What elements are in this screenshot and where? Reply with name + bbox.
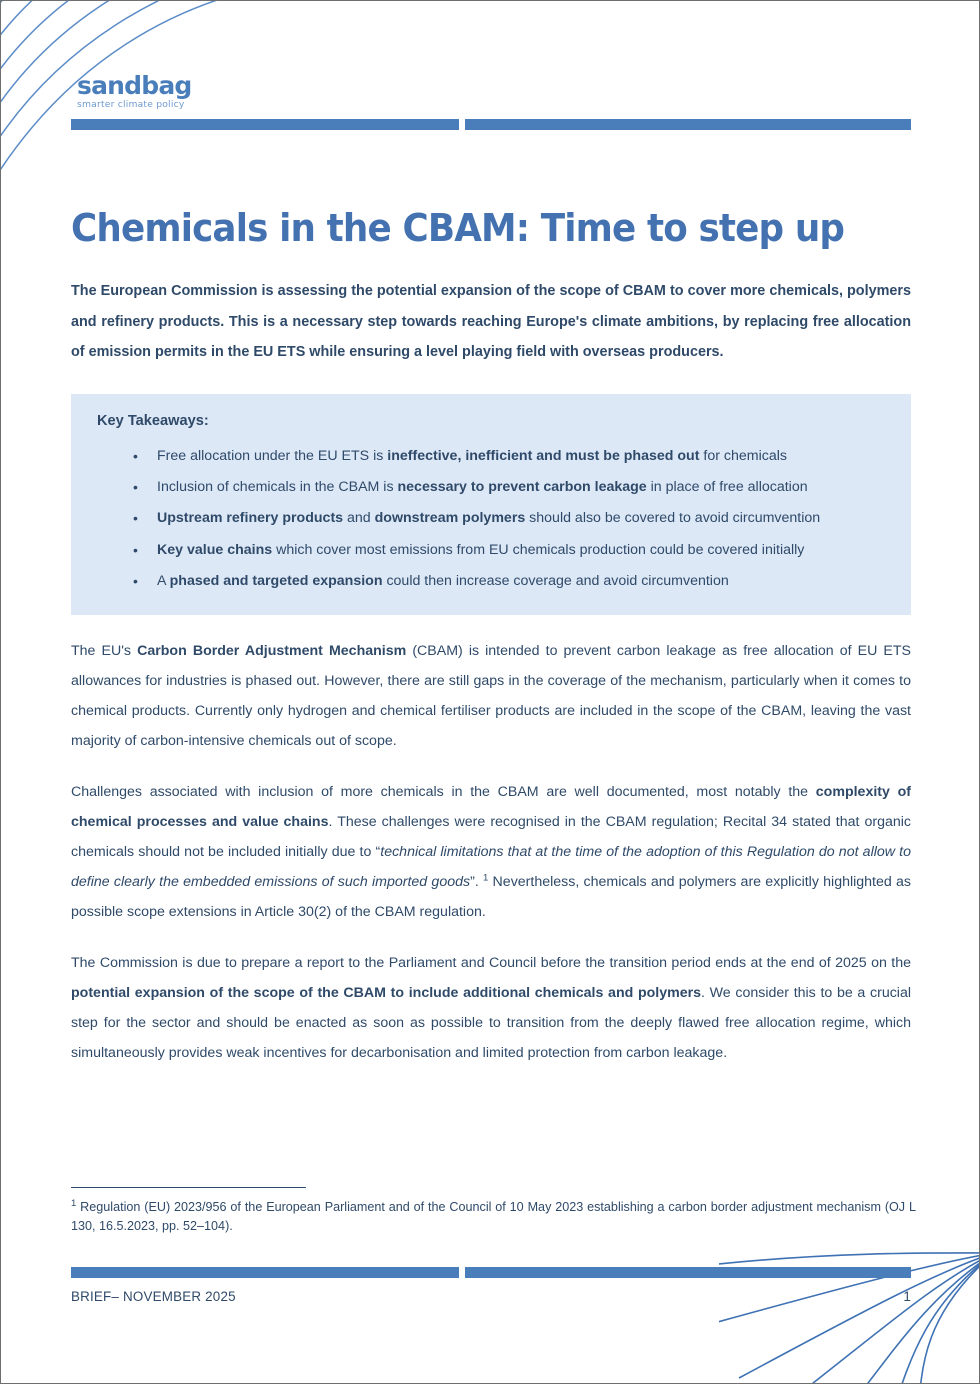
list-item: • Key value chains which cover most emissions from EU chemicals production could be covered initially [85, 535, 891, 566]
body-paragraph-3: The Commission is due to prepare a report to the Parliament and Council before the transition period ends at the end of 2025 on the potential expansion of the scope of the CBAM to include additional chemicals and polymers. We consider this to be a crucial step for the sector and should be enacted as soon as possible to transition from the deeply flawed free allocation regime, which simultaneously provides weak incentives for decarbonisation and limited protection from carbon leakage. [71, 955, 911, 1061]
key-takeaways-box [71, 394, 911, 616]
footnote-separator [71, 1187, 306, 1188]
lede-paragraph: The European Commission is assessing the potential expansion of the scope of CBAM to cover more chemicals, polymers and refinery products. This is a necessary step towards reaching Europe's climate ambitions, by replacing free allocation of emission permits in the EU ETS while ensuring a level playing field with overseas producers. [71, 283, 911, 361]
key-takeaways-list [85, 441, 891, 597]
page-title: Chemicals in the CBAM: Time to step up [71, 206, 845, 251]
body-paragraph-2: Challenges associated with inclusion of more chemicals in the CBAM are well documented, most notably the complexity of chemical processes and value chains. These challenges were recognised in the CBAM regulation; Recital 34 stated that organic chemicals should not be included initially due to “technical limitations that at the time of the adoption of this Regulation do not allow to define clearly the embedded emissions of such imported goods”. $^1$ Nevertheless, chemicals and polymers are explicitly highlighted as possible scope extensions in Article 30(2) of the CBAM regulation. [71, 784, 912, 920]
footer-rule-left [71, 1267, 459, 1278]
document-body [71, 276, 911, 1069]
footer-label: BRIEF– NOVEMBER 2025 [71, 1289, 236, 1304]
page-footer [71, 1289, 911, 1304]
list-item: • Inclusion of chemicals in the CBAM is necessary to prevent carbon leakage in place of free allocation [85, 472, 891, 503]
header-rule-right [465, 119, 911, 130]
list-item: • Free allocation under the EU ETS is ineffective, inefficient and must be phased out for chemicals [85, 441, 891, 472]
body-paragraph-1: The EU's Carbon Border Adjustment Mechanism (CBAM) is intended to prevent carbon leakage as free allocation of EU ETS allowances for industries is phased out. However, there are still gaps in the coverage of the mechanism, particularly when it comes to chemical products. Currently only hydrogen and chemical fertiliser products are included in the scope of the CBAM, leaving the vast majority of carbon-intensive chemicals out of scope. [71, 643, 911, 749]
list-item: • Upstream refinery products and downstream polymers should also be covered to avoid circumvention [85, 503, 891, 534]
list-item: • A phased and targeted expansion could then increase coverage and avoid circumvention [85, 566, 891, 597]
page-number: 1 [903, 1289, 911, 1304]
logo-wordmark: sandbag [77, 71, 192, 100]
decorative-arcs-top-left [1, 1, 291, 231]
key-takeaways-heading: Key Takeaways: [97, 412, 209, 429]
brand-logo [77, 73, 297, 109]
logo-tagline: smarter climate policy [77, 99, 185, 110]
footer-rule-right [465, 1267, 911, 1278]
header-rule-left [71, 119, 459, 130]
footnote-area [71, 1187, 916, 1236]
footnote-text: $^1$ Regulation (EU) 2023/956 of the European Parliament and of the Council of 10 May 2023 establishing a carbon border adjustment mechanism (OJ L 130, 16.5.2023, pp. 52–104). [71, 1197, 916, 1234]
